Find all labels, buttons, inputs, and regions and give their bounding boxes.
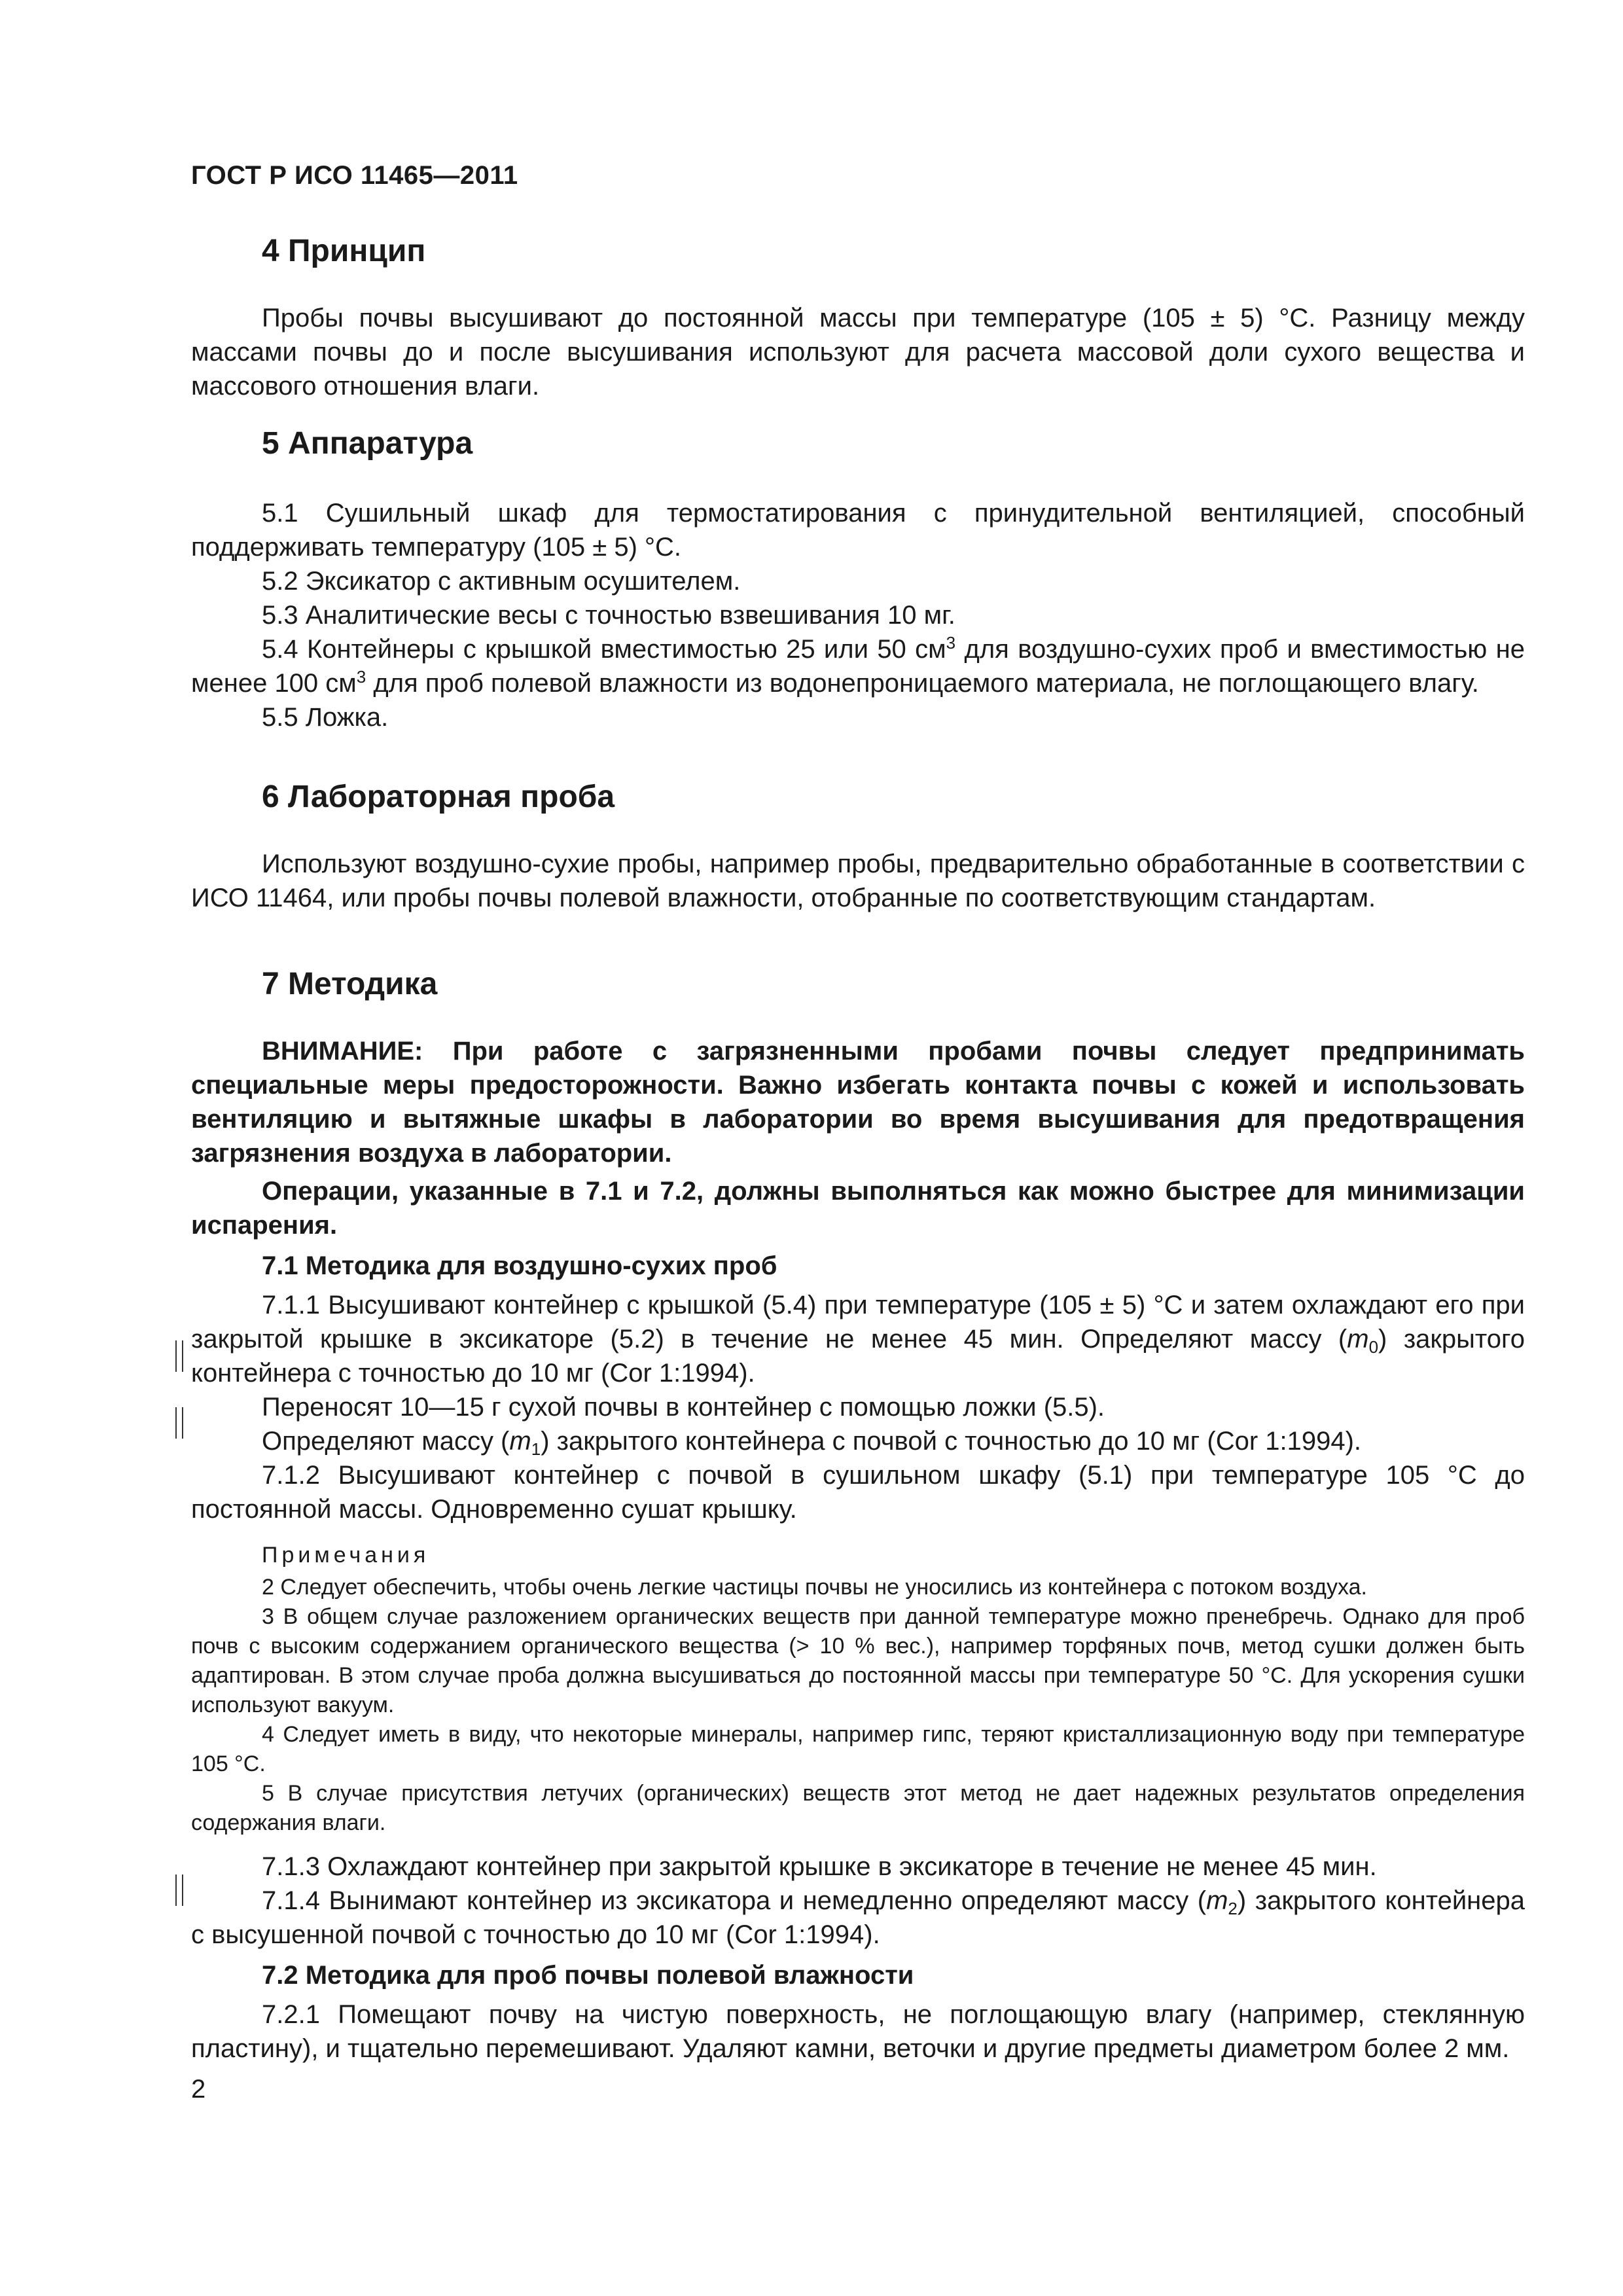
- paragraph-text: ) закрытого контейнера с точностью до 10 мг (Cor 1:1994).: [191, 1325, 1525, 1388]
- list-item: 5.5 Ложка.: [262, 703, 389, 732]
- item-text: для проб полевой влажности из водонепроницаемого материала, не поглощающего влагу.: [366, 669, 1479, 698]
- section-7-heading: 7 Методика: [262, 967, 438, 1001]
- superscript: 3: [356, 667, 366, 687]
- section-5-heading: 5 Аппаратура: [262, 426, 473, 461]
- subsection-7-2-heading: 7.2 Методика для проб почвы полевой влажности: [262, 1961, 914, 1990]
- item-text: 5.4 Контейнеры с крышкой вместимостью 25 или 50 см: [262, 635, 946, 664]
- notes-block: [191, 1541, 1525, 1838]
- paragraph-7-1-1: [191, 1288, 1525, 1390]
- subscript: 0: [1368, 1337, 1379, 1357]
- subsection-7-1-heading: 7.1 Методика для воздушно-сухих проб: [262, 1251, 777, 1280]
- operations-paragraph: Операции, указанные в 7.1 и 7.2, должны выполняться как можно быстрее для минимизации испарения.: [191, 1177, 1525, 1240]
- paragraph-7-1-4: [191, 1884, 1525, 1952]
- notes-title: Примечания: [262, 1543, 430, 1568]
- section-5-body: [191, 496, 1525, 734]
- list-item: 5.3 Аналитические весы с точностью взвешивания 10 мг.: [262, 601, 955, 630]
- note-5: 5 В случае присутствия летучих (органических) веществ этот метод не дает надежных результатов определения содержания влаги.: [191, 1781, 1525, 1835]
- section-7-body: [191, 1034, 1525, 2066]
- section-6-body: [191, 847, 1525, 915]
- warning-paragraph: ВНИМАНИЕ: При работе с загрязненными пробами почвы следует предпринимать специальные меры предосторожности. Важно избегать контакта почвы с кожей и использовать вентиляцию и вытяжные шкафы в лаборатории во время высушивания для предотвращения загрязнения воздуха в лаборатории.: [191, 1037, 1525, 1168]
- document-code: ГОСТ Р ИСО 11465—2011: [191, 161, 518, 190]
- change-bar: [175, 1874, 183, 1906]
- note-3: 3 В общем случае разложением органических веществ при данной температуре можно пренебречь. Однако для проб почв с высоким содержанием органического вещества (> 10 % вес.), например торфяных почв, метод сушки должен быть адаптирован. В этом случае проба должна высушиваться до постоянной массы при температуре 50 °С. Для ускорения сушки используют вакуум.: [191, 1604, 1525, 1717]
- variable-m: m: [1347, 1325, 1369, 1354]
- paragraph-7-1-3: 7.1.3 Охлаждают контейнер при закрытой крышке в эксикаторе в течение не менее 45 мин.: [262, 1852, 1377, 1881]
- variable-m: m: [1206, 1886, 1228, 1915]
- list-item: [191, 632, 1525, 700]
- paragraph-text: 7.1.1 Высушивают контейнер с крышкой (5.4) при температуре (105 ± 5) °С и затем охлаждают его при закрытой крышке в эксикаторе (5.2) в течение не менее 45 мин. Определяют массу (: [191, 1291, 1525, 1354]
- note-2: 2 Следует обеспечить, чтобы очень легкие частицы почвы не уносились из контейнера с потоком воздуха.: [262, 1575, 1367, 1600]
- change-bar: [175, 1407, 183, 1439]
- item-text: для воздушно-сухих проб и вместимостью не менее 100 см: [191, 635, 1525, 698]
- paragraph-determine-m1: [191, 1424, 1525, 1458]
- list-item: 5.2 Эксикатор с активным осушителем.: [262, 567, 741, 596]
- superscript: 3: [946, 633, 956, 653]
- list-item: 5.1 Сушильный шкаф для термостатирования с принудительной вентиляцией, способный поддерживать температуру (105 ± 5) °С.: [191, 499, 1525, 562]
- paragraph: Пробы почвы высушивают до постоянной массы при температуре (105 ± 5) °С. Разницу между массами почвы до и после высушивания используют для расчета массовой доли сухого вещества и массового отношения влаги.: [191, 304, 1525, 401]
- paragraph-transfer: Переносят 10—15 г сухой почвы в контейнер с помощью ложки (5.5).: [262, 1393, 1105, 1422]
- paragraph: Используют воздушно-сухие пробы, например пробы, предварительно обработанные в соответствии с ИСО 11464, или пробы почвы полевой влажности, отобранные по соответствующим стандартам.: [191, 850, 1525, 912]
- variable-m: m: [509, 1427, 531, 1456]
- paragraph-7-1-2: 7.1.2 Высушивают контейнер с почвой в сушильном шкафу (5.1) при температуре 105 °С до постоянной массы. Одновременно сушат крышку.: [191, 1461, 1525, 1524]
- subscript: 1: [531, 1439, 541, 1459]
- paragraph-text: 7.1.4 Вынимают контейнер из эксикатора и немедленно определяют массу (: [262, 1886, 1207, 1915]
- paragraph-text: ) закрытого контейнера с высушенной почвой с точностью до 10 мг (Cor 1:1994).: [191, 1886, 1525, 1949]
- section-4-body: [191, 301, 1525, 403]
- page-number: 2: [191, 2075, 206, 2104]
- note-4: 4 Следует иметь в виду, что некоторые минералы, например гипс, теряют кристаллизационную воду при температуре 105 °С.: [191, 1722, 1525, 1776]
- section-4-heading: 4 Принцип: [262, 234, 426, 268]
- subscript: 2: [1228, 1899, 1238, 1918]
- paragraph-text: Определяют массу (: [262, 1427, 510, 1456]
- paragraph-text: ) закрытого контейнера с почвой с точностью до 10 мг (Cor 1:1994).: [541, 1427, 1362, 1456]
- section-6-heading: 6 Лабораторная проба: [262, 780, 615, 814]
- change-bar: [175, 1340, 183, 1372]
- paragraph-7-2-1: 7.2.1 Помещают почву на чистую поверхность, не поглощающую влагу (например, стеклянную пластину), и тщательно перемешивают. Удаляют камни, веточки и другие предметы диаметром более 2 мм.: [191, 2000, 1525, 2063]
